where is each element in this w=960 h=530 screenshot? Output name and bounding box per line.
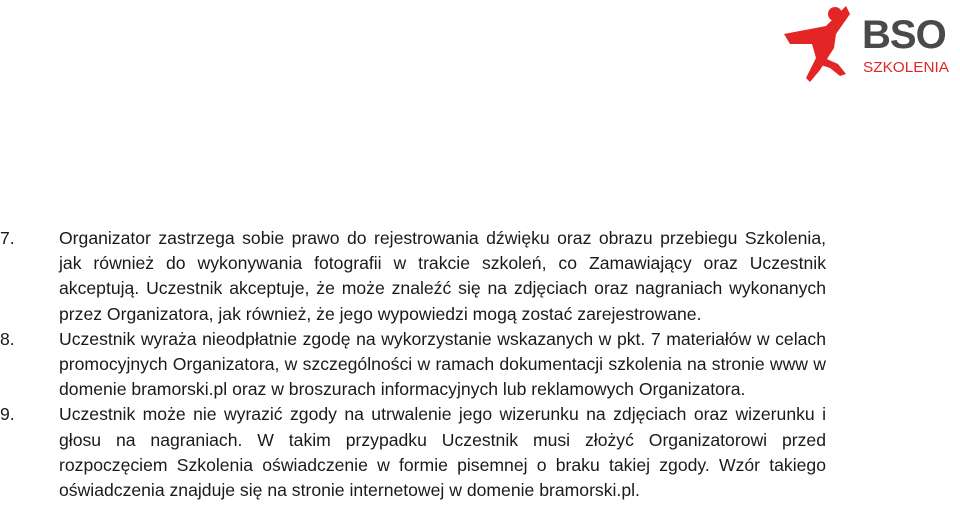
terms-list [0, 226, 960, 503]
document-body [0, 226, 960, 503]
term-text: Uczestnik wyraża nieodpłatnie zgodę na wykorzystanie wskazanych w pkt. 7 materiałów w celach promocyjnych Organizatora, w szczególności w ramach dokumentacji szkolenia na stronie www w domenie bramorski.pl oraz w broszurach informacyjnych lub reklamowych Organizatora. [59, 328, 826, 400]
term-number: 8. [0, 328, 15, 349]
term-item-9 [0, 402, 960, 503]
bso-logo-graphic [780, 4, 950, 82]
term-number: 7. [0, 228, 15, 248]
term-item-8 [0, 327, 960, 403]
term-text: Organizator zastrzega sobie prawo do rejestrowania dźwięku oraz obrazu przebiegu Szkolenia, jak również do wykonywania fotografii w trakcie szkoleń, co Zamawiający oraz Uczestnik akceptują. Uczestnik akceptuje, że może znaleźć się na zdjęciach oraz nagraniach wykonanych przez Organizatora, jak również, że jego wypowiedzi mogą zostać zarejestrowane. [59, 228, 826, 324]
term-text: Uczestnik może nie wyrazić zgody na utrwalenie jego wizerunku na zdjęciach oraz wizerunku i głosu na nagraniach. W takim przypadku Uczestnik musi złożyć Organizatorowi przed rozpoczęciem Szkolenia oświadczenie w formie pisemnej o braku takiej zgody. Wzór takiego oświadczenia znajduje się na stronie internetowej w domenie bramorski.pl. [59, 404, 826, 501]
logo-tagline: SZKOLENIA [863, 59, 949, 76]
term-item-7 [0, 226, 960, 327]
runner-icon [784, 6, 850, 82]
logo-brand: BSO [862, 13, 946, 57]
term-number: 9. [0, 404, 15, 425]
bso-logo [780, 4, 950, 82]
